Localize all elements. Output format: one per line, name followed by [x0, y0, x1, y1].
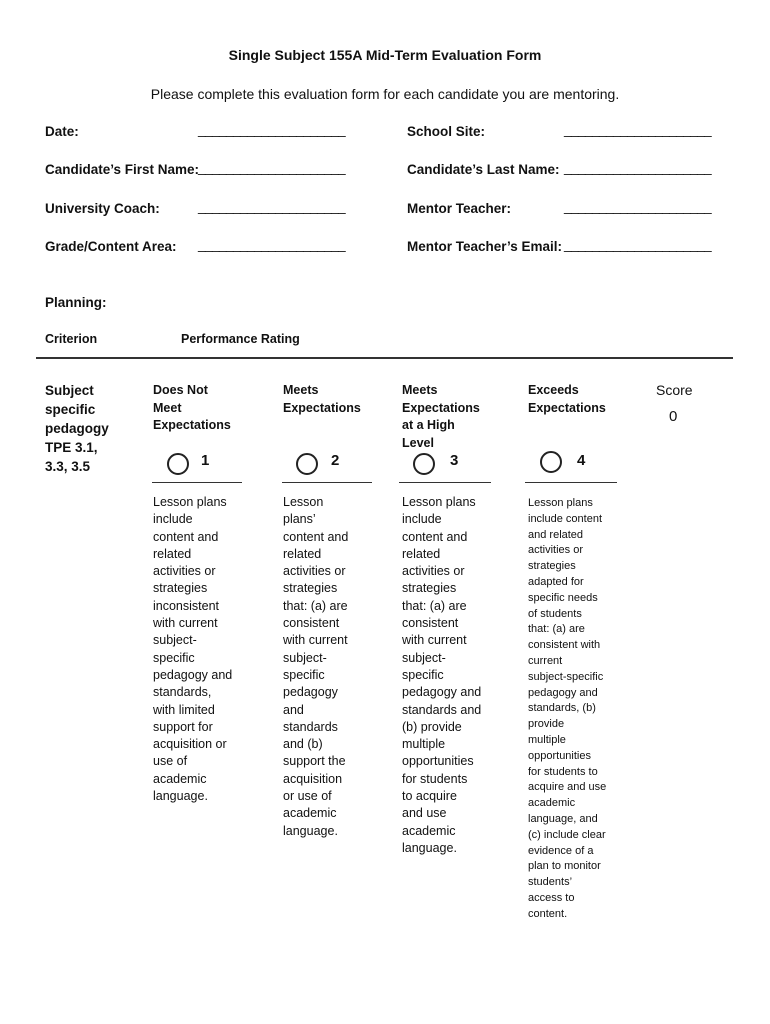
criterion-text: Subject specific pedagogy TPE 3.1, 3.3, 3.5	[45, 383, 109, 474]
level-2-underline	[282, 482, 372, 483]
form-instructions: Please complete this evaluation form for each candidate you are mentoring.	[150, 86, 620, 102]
form-title: Single Subject 155A Mid-Term Evaluation Form	[228, 47, 542, 63]
performance-rating-header: Performance Rating	[181, 332, 300, 346]
school-site-field[interactable]: _____________________	[564, 122, 712, 137]
level-1-underline	[152, 482, 242, 483]
date-field[interactable]: _____________________	[198, 122, 346, 137]
grade-content-field[interactable]: _____________________	[198, 237, 346, 252]
first-name-field[interactable]: _____________________	[198, 160, 346, 175]
section-title: Planning:	[45, 295, 107, 310]
mentor-teacher-field[interactable]: _____________________	[564, 199, 712, 214]
level-3-underline	[399, 482, 491, 483]
level-4-heading: Exceeds Expectations	[528, 383, 606, 415]
criterion-header: Criterion	[45, 332, 98, 346]
rating-number-2: 2	[331, 452, 340, 469]
header-divider	[36, 357, 733, 359]
level-1-description: Lesson plans include content and related activities or strategies inconsistent with current subject- specific pedagogy and standards, with limited support for acquisition or use of academic language.	[153, 495, 233, 804]
rating-radio-2[interactable]	[296, 453, 318, 475]
date-label: Date:	[45, 124, 79, 139]
last-name-field[interactable]: _____________________	[564, 160, 712, 175]
level-4-underline	[525, 482, 617, 483]
rating-number-4: 4	[577, 452, 586, 469]
level-1-heading: Does Not Meet Expectations	[153, 383, 231, 432]
rating-radio-1[interactable]	[167, 453, 189, 475]
rating-number-3: 3	[450, 452, 459, 469]
mentor-teacher-label: Mentor Teacher:	[407, 201, 512, 216]
grade-content-label: Grade/Content Area:	[45, 239, 177, 254]
level-4-description: Lesson plans include content and related activities or strategies adapted for specific needs of students that: (a) are consistent with current subject-specific pedagogy and standards, (b) provide multiple opportunities for students to acquire and use academic language, and (c) include clear evidence of a plan to monitor students’ access to content.	[528, 497, 607, 920]
last-name-label: Candidate’s Last Name:	[407, 162, 560, 177]
first-name-label: Candidate’s First Name:	[45, 162, 200, 177]
level-2-heading: Meets Expectations	[283, 383, 361, 415]
rating-number-1: 1	[201, 452, 210, 469]
rating-radio-3[interactable]	[413, 453, 435, 475]
level-3-description: Lesson plans include content and related activities or strategies that: (a) are consistent with current subject- specific pedagogy and standards and (b) provide multiple opportunities for students to acquire and use academic language.	[402, 495, 482, 855]
school-site-label: School Site:	[407, 124, 486, 139]
university-coach-field[interactable]: _____________________	[198, 199, 346, 214]
mentor-email-field[interactable]: _____________________	[564, 237, 712, 252]
university-coach-label: University Coach:	[45, 201, 160, 216]
rating-radio-4[interactable]	[540, 451, 562, 473]
level-2-description: Lesson plans’ content and related activities or strategies that: (a) are consistent with current subject- specific pedagogy and standards and (b) support the acquisition or use of academic language.	[283, 495, 349, 838]
score-label: Score	[656, 382, 693, 398]
score-value: 0	[669, 408, 678, 425]
level-3-heading: Meets Expectations at a High Level	[402, 383, 480, 450]
mentor-email-label: Mentor Teacher’s Email:	[407, 239, 563, 254]
